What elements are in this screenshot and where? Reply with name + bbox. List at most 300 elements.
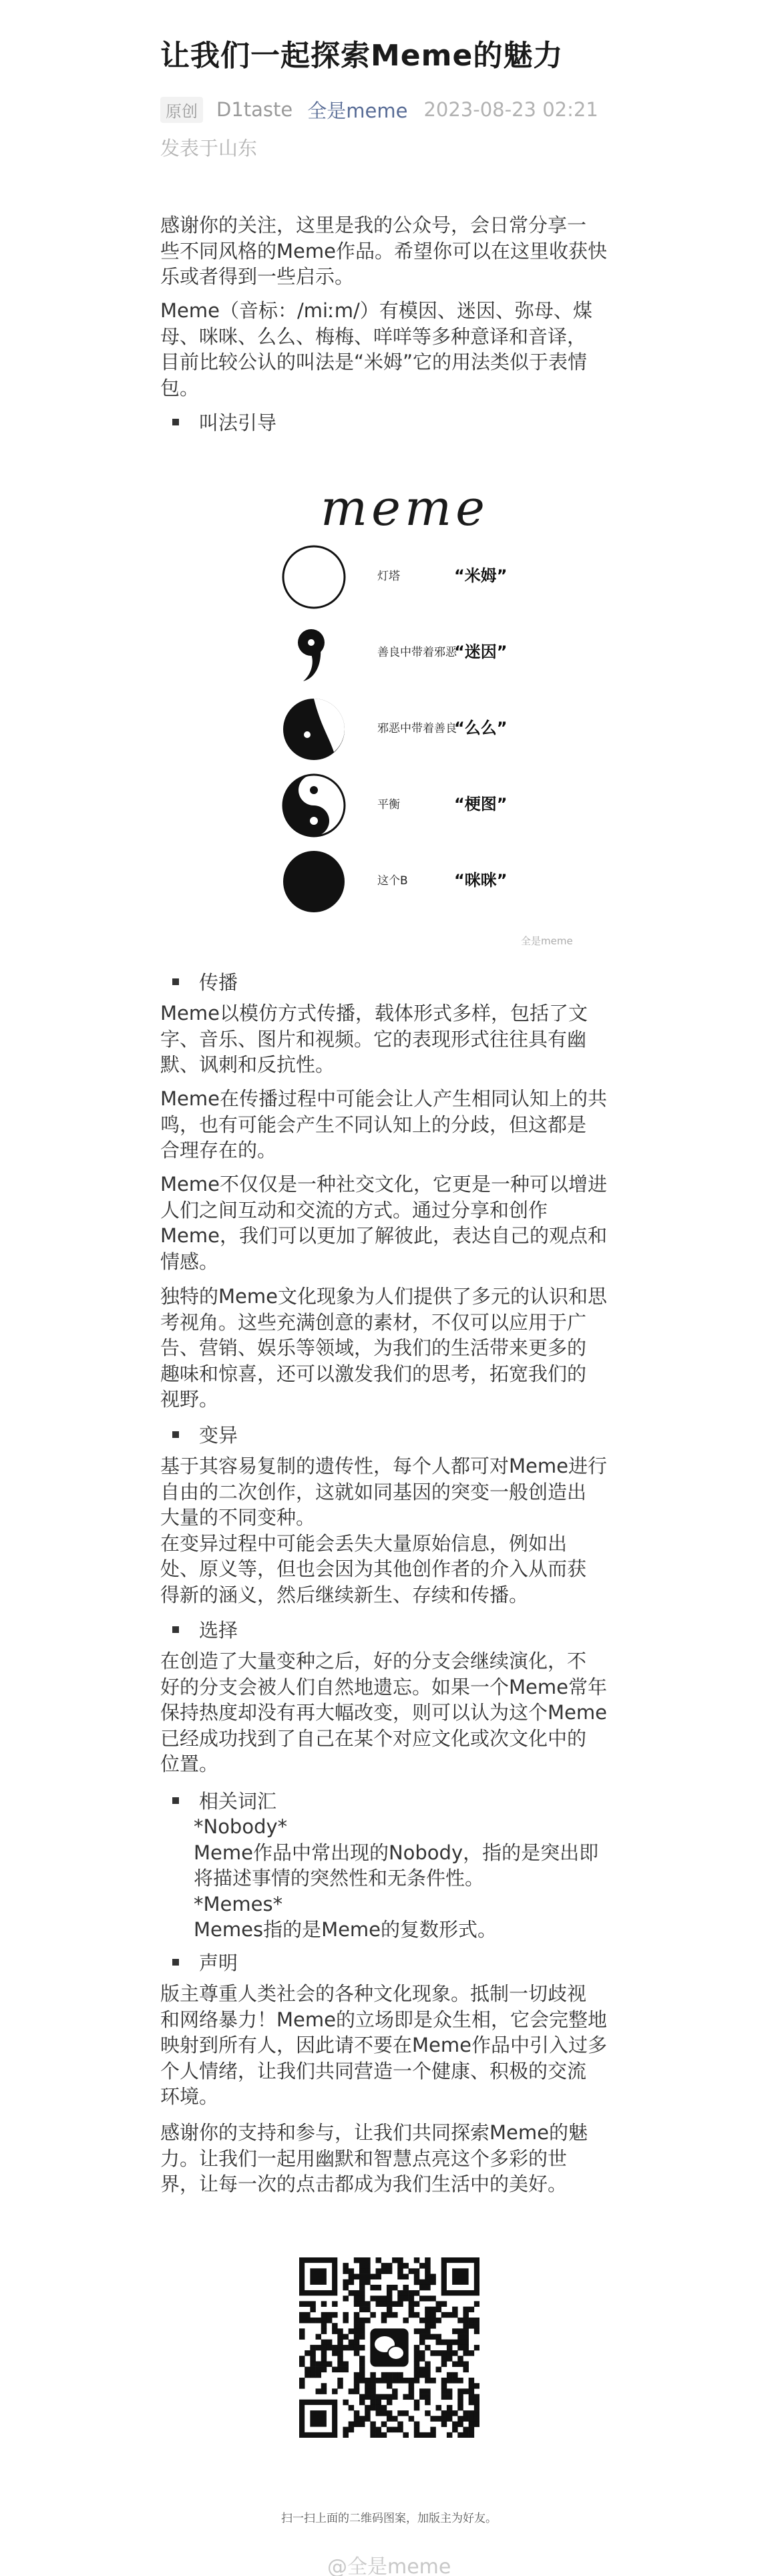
qr-module: [463, 2340, 468, 2345]
qr-module: [419, 2394, 425, 2400]
qr-module: [321, 2328, 327, 2334]
text-line: Memes指的是Meme的复数形式。: [194, 1918, 498, 1941]
qr-module: [370, 2312, 375, 2318]
text-line: 将描述事情的突然性和无条件性。: [194, 1867, 485, 1889]
qr-module: [457, 2432, 463, 2438]
qr-module: [376, 2400, 381, 2405]
section-selection: [172, 1618, 238, 1644]
qr-module: [305, 2372, 310, 2378]
qr-module: [414, 2312, 419, 2318]
qr-module: [365, 2388, 370, 2394]
qr-module: [376, 2301, 381, 2306]
qr-module: [469, 2421, 474, 2426]
qr-module: [305, 2318, 310, 2323]
qr-module: [397, 2372, 403, 2378]
qr-module: [403, 2318, 408, 2323]
qr-module: [425, 2279, 430, 2285]
qr-module: [409, 2394, 414, 2400]
qr-module: [321, 2350, 327, 2356]
qr-module: [419, 2318, 425, 2323]
qr-module: [457, 2340, 463, 2345]
qr-module: [359, 2263, 365, 2268]
bullet-dot: [172, 419, 179, 425]
section-heading: 叫法引导: [199, 411, 277, 434]
qr-module: [376, 2427, 381, 2432]
qr-module: [425, 2367, 430, 2372]
qr-module: [414, 2345, 419, 2350]
qr-module: [321, 2361, 327, 2366]
text-line: 界，让每一次的点击都成为我们生活中的美好。: [160, 2173, 568, 2195]
qr-module: [370, 2295, 375, 2301]
qr-module: [474, 2328, 479, 2334]
qr-module: [447, 2416, 452, 2421]
text-line: 和网络暴力！Meme的立场即是众生相，它会完整地: [160, 2008, 607, 2031]
qr-module: [419, 2334, 425, 2340]
qr-module: [447, 2372, 452, 2378]
qr-module: [403, 2432, 408, 2438]
qr-module: [327, 2345, 332, 2350]
qr-module: [474, 2318, 479, 2323]
qr-module: [469, 2400, 474, 2405]
qr-module: [381, 2410, 387, 2416]
figure-row: [280, 544, 561, 617]
qr-module: [359, 2285, 365, 2290]
qr-module: [441, 2383, 447, 2388]
qr-module: [343, 2318, 348, 2323]
qr-module: [365, 2263, 370, 2268]
qr-module: [343, 2427, 348, 2432]
qr-module: [392, 2394, 397, 2400]
figure-row-desc: 邪恶中带着善良: [377, 722, 457, 735]
qr-module: [365, 2279, 370, 2285]
qr-module: [430, 2334, 435, 2340]
figure-row-desc: 善良中带着邪恶: [377, 646, 457, 659]
qr-module: [409, 2307, 414, 2312]
qr-module: [381, 2318, 387, 2323]
qr-module: [447, 2340, 452, 2345]
qr-module: [430, 2318, 435, 2323]
qr-module: [337, 2383, 343, 2388]
qr-module: [425, 2328, 430, 2334]
qr-module: [381, 2263, 387, 2268]
qr-module: [469, 2383, 474, 2388]
text-line: 力。让我们一起用幽默和智慧点亮这个多彩的世: [160, 2147, 568, 2170]
qr-module: [365, 2268, 370, 2273]
qr-module: [425, 2432, 430, 2438]
qr-module: [463, 2323, 468, 2328]
section-heading: 声明: [199, 1952, 238, 1974]
qr-module: [474, 2301, 479, 2306]
qr-module: [463, 2307, 468, 2312]
qr-module: [474, 2405, 479, 2410]
qr-module: [370, 2427, 375, 2432]
figure-row: [280, 696, 561, 769]
qr-module: [354, 2383, 359, 2388]
bullet-dot: [172, 978, 179, 985]
qr-module: [474, 2400, 479, 2405]
qr-module: [381, 2378, 387, 2383]
term-title: *Nobody*: [194, 1815, 288, 1838]
qr-module: [365, 2318, 370, 2323]
qr-module: [365, 2410, 370, 2416]
qr-module: [332, 2350, 337, 2356]
qr-module: [332, 2328, 337, 2334]
qr-module: [447, 2350, 452, 2356]
qr-module: [441, 2388, 447, 2394]
qr-module: [425, 2318, 430, 2323]
qr-module: [354, 2274, 359, 2279]
text-line: Meme在传播过程中可能会让人产生相同认知上的共: [160, 1087, 607, 1110]
qr-module: [321, 2323, 327, 2328]
qr-module: [381, 2432, 387, 2438]
qr-module: [469, 2378, 474, 2383]
figure-row-desc: 灯塔: [377, 570, 400, 583]
publish-date: 2023-08-23 02:21: [423, 98, 598, 121]
publish-location: 发表于山东: [160, 137, 258, 160]
qr-module: [316, 2388, 321, 2394]
qr-module: [365, 2405, 370, 2410]
qr-module: [392, 2388, 397, 2394]
qr-module: [349, 2405, 354, 2410]
qr-module: [469, 2410, 474, 2416]
qr-module: [436, 2367, 441, 2372]
qr-module: [397, 2301, 403, 2306]
text-line: 基于其容易复制的遗传性，每个人都可对Meme进行: [160, 1455, 607, 1477]
qr-module: [343, 2334, 348, 2340]
text-line: 大量的不同变种。: [160, 1506, 316, 1529]
text-line: 乐或者得到一些启示。: [160, 265, 355, 288]
qr-module: [397, 2410, 403, 2416]
qr-module: [354, 2421, 359, 2426]
qr-module: [397, 2427, 403, 2432]
qr-module: [321, 2340, 327, 2345]
qr-module: [354, 2318, 359, 2323]
qr-module: [343, 2345, 348, 2350]
qr-module: [349, 2279, 354, 2285]
qr-module: [414, 2400, 419, 2405]
qr-module: [365, 2307, 370, 2312]
qr-module: [359, 2378, 365, 2383]
qr-module: [343, 2263, 348, 2268]
qr-module: [370, 2285, 375, 2290]
qr-module: [387, 2290, 392, 2295]
qr-module: [310, 2301, 315, 2306]
qr-module: [343, 2279, 348, 2285]
yin-yang-icon: [280, 772, 347, 839]
qr-module: [359, 2361, 365, 2366]
qr-module: [463, 2345, 468, 2350]
qr-module: [359, 2345, 365, 2350]
qr-module: [414, 2421, 419, 2426]
figure-row-name: “么么”: [454, 719, 508, 737]
qr-module: [463, 2350, 468, 2356]
text-line: 包。: [160, 376, 200, 399]
qr-module: [359, 2274, 365, 2279]
text-line: Meme，我们可以更加了解彼此，表达自己的观点和: [160, 1224, 607, 1247]
text-line: 好的分支会被人们自然地遗忘。如果一个Meme常年: [160, 1675, 607, 1698]
qr-module: [430, 2279, 435, 2285]
qr-module: [392, 2312, 397, 2318]
qr-module: [397, 2257, 403, 2263]
qr-module: [425, 2268, 430, 2273]
qr-module: [321, 2301, 327, 2306]
qr-module: [447, 2312, 452, 2318]
qr-module: [457, 2388, 463, 2394]
qr-module: [441, 2421, 447, 2426]
qr-module: [321, 2367, 327, 2372]
qr-module: [469, 2427, 474, 2432]
figure-row: [280, 848, 561, 922]
qr-module: [305, 2367, 310, 2372]
qr-module: [436, 2340, 441, 2345]
qr-module: [441, 2350, 447, 2356]
qr-module: [403, 2290, 408, 2295]
article-title: 让我们一起探索Meme的魅力: [160, 39, 564, 73]
qr-module: [343, 2268, 348, 2273]
text-line: 默、讽刺和反抗性。: [160, 1053, 335, 1076]
qr-module: [305, 2312, 310, 2318]
qr-module: [447, 2394, 452, 2400]
qr-module: [381, 2301, 387, 2306]
bullet-dot: [172, 1797, 179, 1804]
qr-module: [452, 2340, 457, 2345]
text-line: 些不同风格的Meme作品。希望你可以在这里收获快: [160, 239, 607, 262]
qr-module: [397, 2290, 403, 2295]
qr-module: [321, 2356, 327, 2361]
qr-module: [430, 2350, 435, 2356]
qr-module: [354, 2388, 359, 2394]
qr-module: [387, 2372, 392, 2378]
qr-module: [370, 2378, 375, 2383]
qr-module: [457, 2318, 463, 2323]
qr-code[interactable]: [299, 2257, 479, 2438]
qr-module: [430, 2274, 435, 2279]
qr-module: [359, 2328, 365, 2334]
qr-module: [430, 2307, 435, 2312]
qr-module: [354, 2410, 359, 2416]
section-heading: 选择: [199, 1619, 238, 1642]
qr-module: [403, 2295, 408, 2301]
qr-module: [457, 2334, 463, 2340]
qr-module: [310, 2361, 315, 2366]
qr-module: [397, 2378, 403, 2383]
qr-module: [370, 2421, 375, 2426]
qr-module: [469, 2388, 474, 2394]
bullet-dot: [172, 1431, 179, 1438]
qr-module: [463, 2388, 468, 2394]
qr-module: [343, 2295, 348, 2301]
qr-module: [419, 2263, 425, 2268]
qr-module: [463, 2361, 468, 2366]
qr-module: [397, 2274, 403, 2279]
qr-module: [370, 2372, 375, 2378]
qr-module: [463, 2416, 468, 2421]
qr-module: [387, 2295, 392, 2301]
qr-module: [436, 2318, 441, 2323]
qr-module: [337, 2350, 343, 2356]
qr-module: [354, 2378, 359, 2383]
qr-module: [430, 2432, 435, 2438]
qr-module: [397, 2421, 403, 2426]
qr-module: [376, 2405, 381, 2410]
term-title: *Memes*: [194, 1892, 283, 1915]
qr-module: [321, 2312, 327, 2318]
qr-module: [376, 2394, 381, 2400]
qr-module: [370, 2274, 375, 2279]
qr-module: [316, 2372, 321, 2378]
qr-module: [359, 2295, 365, 2301]
qr-module: [403, 2263, 408, 2268]
qr-module: [457, 2328, 463, 2334]
qr-module: [365, 2257, 370, 2263]
qr-module: [381, 2268, 387, 2273]
meme-logo: meme: [321, 480, 489, 537]
qr-module: [359, 2356, 365, 2361]
qr-module: [337, 2328, 343, 2334]
qr-module: [299, 2356, 305, 2361]
qr-module: [354, 2301, 359, 2306]
qr-module: [387, 2416, 392, 2421]
qr-module: [414, 2257, 419, 2263]
qr-module: [359, 2416, 365, 2421]
qr-module: [414, 2268, 419, 2273]
qr-module: [349, 2274, 354, 2279]
qr-module: [425, 2345, 430, 2350]
qr-module: [354, 2257, 359, 2263]
qr-finder-pattern: [441, 2257, 479, 2295]
qr-module: [425, 2295, 430, 2301]
qr-module: [365, 2394, 370, 2400]
qr-module: [457, 2394, 463, 2400]
qr-module: [447, 2345, 452, 2350]
qr-module: [414, 2372, 419, 2378]
qr-module: [321, 2318, 327, 2323]
qr-module: [469, 2350, 474, 2356]
qr-module: [463, 2432, 468, 2438]
qr-module: [447, 2405, 452, 2410]
comma-icon: [280, 620, 347, 687]
weibo-watermark: @全是meme: [327, 2555, 451, 2576]
qr-module: [447, 2356, 452, 2361]
qr-module: [387, 2394, 392, 2400]
qr-module: [469, 2318, 474, 2323]
section-heading: 传播: [199, 971, 238, 994]
qr-module: [359, 2323, 365, 2328]
qr-module: [349, 2345, 354, 2350]
qr-module: [381, 2421, 387, 2426]
qr-module: [343, 2432, 348, 2438]
qr-module: [370, 2405, 375, 2410]
qr-module: [354, 2295, 359, 2301]
qr-module: [359, 2307, 365, 2312]
qr-module: [447, 2378, 452, 2383]
qr-module: [474, 2421, 479, 2426]
text-line: 独特的Meme文化现象为人们提供了多元的认识和思: [160, 1285, 607, 1308]
article-meta: [160, 95, 598, 124]
qr-module: [452, 2378, 457, 2383]
qr-module: [365, 2416, 370, 2421]
statement-paragraph-1: [160, 1981, 628, 2110]
qr-module: [354, 2312, 359, 2318]
qr-module: [359, 2279, 365, 2285]
qr-module: [463, 2427, 468, 2432]
qr-module: [425, 2263, 430, 2268]
qr-module: [463, 2312, 468, 2318]
qr-module: [469, 2323, 474, 2328]
qr-module: [441, 2356, 447, 2361]
spread-paragraph-4: [160, 1284, 628, 1413]
qr-module: [452, 2328, 457, 2334]
qr-module: [436, 2416, 441, 2421]
wechat-icon: [370, 2328, 408, 2366]
qr-module: [414, 2378, 419, 2383]
qr-module: [354, 2290, 359, 2295]
qr-module: [310, 2372, 315, 2378]
spread-paragraph-3: [160, 1171, 628, 1274]
filled-circle-icon: [280, 848, 347, 915]
qr-module: [425, 2274, 430, 2279]
qr-module: [387, 2307, 392, 2312]
qr-module: [414, 2350, 419, 2356]
qr-module: [474, 2416, 479, 2421]
qr-module: [365, 2378, 370, 2383]
qr-module: [321, 2345, 327, 2350]
spread-paragraph-1: [160, 1000, 628, 1078]
qr-module: [414, 2367, 419, 2372]
qr-module: [474, 2323, 479, 2328]
qr-module: [403, 2410, 408, 2416]
qr-module: [469, 2307, 474, 2312]
qr-module: [419, 2350, 425, 2356]
statement-paragraph-2: [160, 2120, 628, 2197]
qr-module: [403, 2394, 408, 2400]
qr-module: [425, 2312, 430, 2318]
section-statement: [172, 1950, 238, 1976]
qr-module: [376, 2274, 381, 2279]
qr-module: [370, 2394, 375, 2400]
qr-module: [337, 2345, 343, 2350]
qr-module: [387, 2410, 392, 2416]
selection-paragraph: [160, 1648, 628, 1777]
qr-module: [387, 2263, 392, 2268]
author-name: D1taste: [216, 98, 293, 121]
qr-module: [441, 2410, 447, 2416]
qr-module: [327, 2340, 332, 2345]
qr-module: [332, 2345, 337, 2350]
qr-module: [419, 2328, 425, 2334]
qr-module: [430, 2427, 435, 2432]
text-line: 位置。: [160, 1753, 219, 1775]
qr-module: [452, 2372, 457, 2378]
qr-module: [365, 2301, 370, 2306]
qr-module: [376, 2295, 381, 2301]
qr-module: [376, 2285, 381, 2290]
qr-module: [392, 2372, 397, 2378]
qr-module: [403, 2378, 408, 2383]
qr-module: [332, 2312, 337, 2318]
text-line: 人们之间互动和交流的方式。通过分享和创作: [160, 1198, 548, 1222]
qr-module: [349, 2340, 354, 2345]
qr-module: [354, 2350, 359, 2356]
account-link[interactable]: 全是meme: [307, 99, 408, 122]
qr-module: [447, 2388, 452, 2394]
section-heading: 相关词汇: [199, 1790, 277, 1813]
qr-module: [436, 2405, 441, 2410]
qr-module: [447, 2432, 452, 2438]
text-line: 视野。: [160, 1388, 219, 1411]
qr-module: [359, 2334, 365, 2340]
qr-module: [409, 2416, 414, 2421]
